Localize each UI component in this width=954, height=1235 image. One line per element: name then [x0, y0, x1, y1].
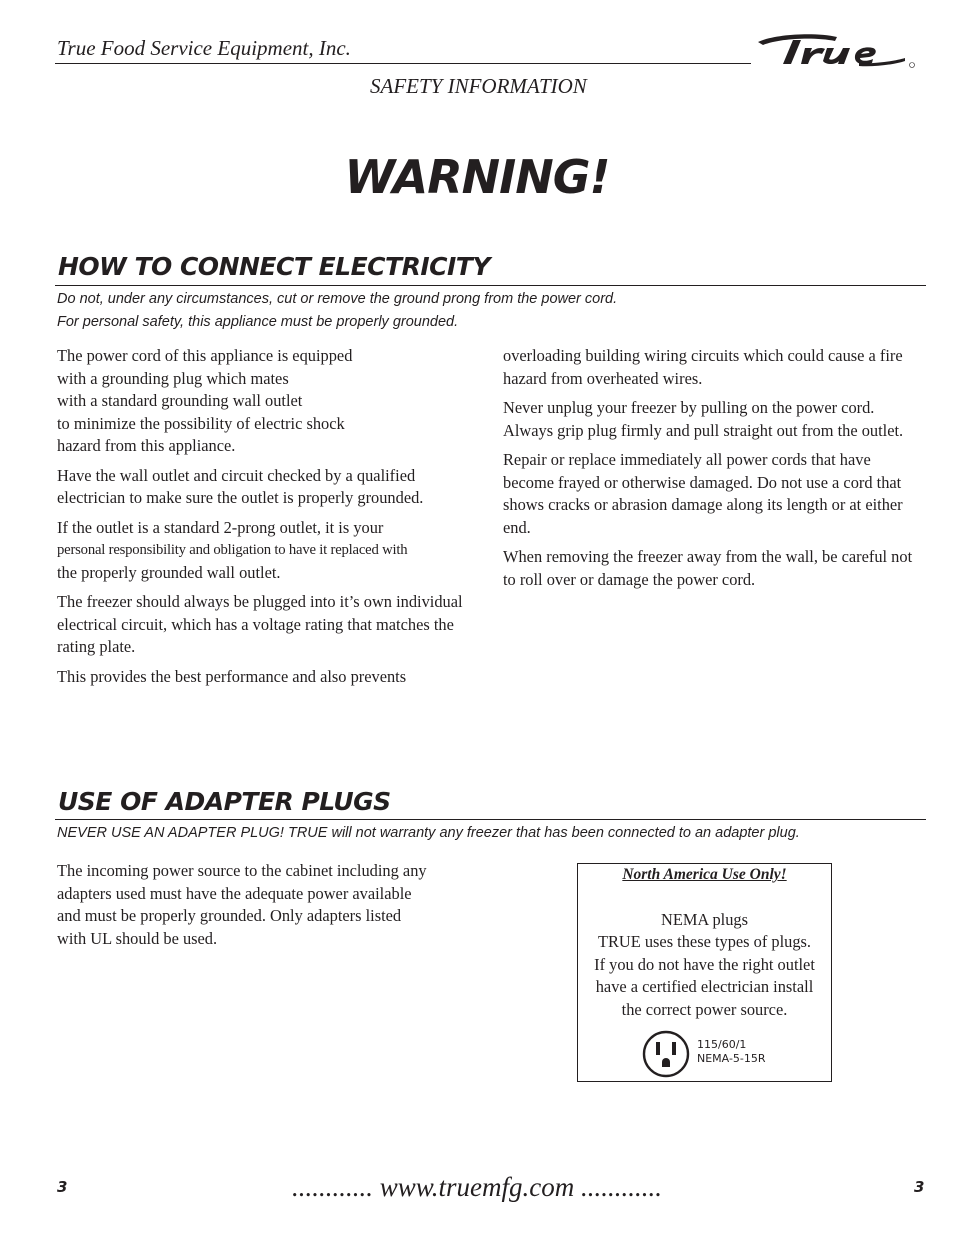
company-name: True Food Service Equipment, Inc.	[57, 36, 351, 60]
text-line: If the outlet is a standard 2-prong outlet, it is your	[57, 517, 384, 537]
electricity-rule	[55, 285, 926, 286]
section-label: SAFETY INFORMATION	[370, 74, 587, 98]
adapter-body	[57, 860, 487, 950]
text-line: personal responsibility and obligation to have it replaced with	[57, 542, 408, 558]
electricity-note-line: For personal safety, this appliance must be properly grounded.	[57, 314, 459, 330]
adapter-note: NEVER USE AN ADAPTER PLUG! TRUE will not warranty any freezer that has been connected to an adapter plug.	[57, 825, 800, 841]
header-rule	[55, 63, 751, 64]
box-text	[578, 909, 831, 1022]
adapter-heading: USE OF ADAPTER PLUGS	[58, 787, 391, 816]
text-line: to minimize the possibility of electric shock	[57, 413, 345, 433]
text-line: NEMA plugs	[661, 909, 748, 929]
electricity-note	[57, 288, 617, 334]
text-line: The incoming power source to the cabinet including any	[57, 861, 427, 880]
page-number-left: 3	[57, 1178, 68, 1196]
paragraph-performance: This provides the best performance and also prevents	[57, 666, 407, 686]
paragraph-own-circuit: The freezer should always be plugged into it’s own individual electrical circuit, which has a voltage rating that matches the rating plate.	[57, 592, 463, 656]
electricity-right-column	[503, 345, 923, 598]
page-number-right: 3	[914, 1178, 925, 1196]
electricity-note-line: Do not, under any circumstances, cut or remove the ground prong from the power cord.	[57, 291, 618, 307]
paragraph-outlet-check: Have the wall outlet and circuit checked by a qualified electrician to make sure the outlet is properly grounded.	[57, 465, 424, 507]
warning-title: WARNING!	[344, 150, 610, 204]
nema-5-15r-outlet-icon	[642, 1030, 690, 1078]
paragraph-unplug: Never unplug your freezer by pulling on the power cord. Always grip plug firmly and pull straight out from the outlet.	[503, 398, 904, 440]
plug-rating: 115/60/1	[697, 1038, 747, 1051]
text-line: the properly grounded wall outlet.	[57, 562, 281, 582]
electricity-left-column	[57, 345, 477, 695]
text-line: with a standard grounding wall outlet	[57, 391, 303, 410]
plug-nema-type: NEMA-5-15R	[697, 1052, 766, 1065]
text-line: TRUE uses these types of plugs.	[597, 932, 812, 951]
text-line: the correct power source.	[621, 999, 788, 1019]
true-logo	[755, 28, 917, 70]
text-line: with UL should be used.	[57, 928, 218, 948]
text-line: adapters used must have the adequate power available	[57, 883, 412, 903]
text-line: If you do not have the right outlet	[594, 954, 815, 974]
footer-url: ............ www.truemfg.com ............	[292, 1172, 662, 1202]
paragraph-overloading: overloading building wiring circuits which could cause a fire hazard from overheated wires.	[503, 346, 903, 388]
paragraph-repair-cords: Repair or replace immediately all power cords that have become frayed or otherwise damaged. Do not use a cord that shows cracks or abrasion damage along its length or at either end.	[503, 450, 903, 537]
text-line: The power cord of this appliance is equipped	[57, 346, 353, 365]
text-line: with a grounding plug which mates	[57, 368, 289, 388]
paragraph-grounding-plug	[57, 345, 477, 458]
paragraph-removing-freezer: When removing the freezer away from the wall, be careful not to roll over or damage the power cord.	[503, 547, 913, 589]
electricity-heading: HOW TO CONNECT ELECTRICITY	[58, 252, 490, 281]
text-line: hazard from this appliance.	[57, 436, 236, 455]
adapter-rule	[55, 819, 926, 820]
text-line: have a certified electrician install	[595, 977, 814, 996]
paragraph-two-prong	[57, 517, 477, 585]
box-title: North America Use Only!	[622, 866, 787, 883]
text-line: and must be properly grounded. Only adapters listed	[57, 906, 402, 925]
plug-spec	[697, 1038, 766, 1066]
